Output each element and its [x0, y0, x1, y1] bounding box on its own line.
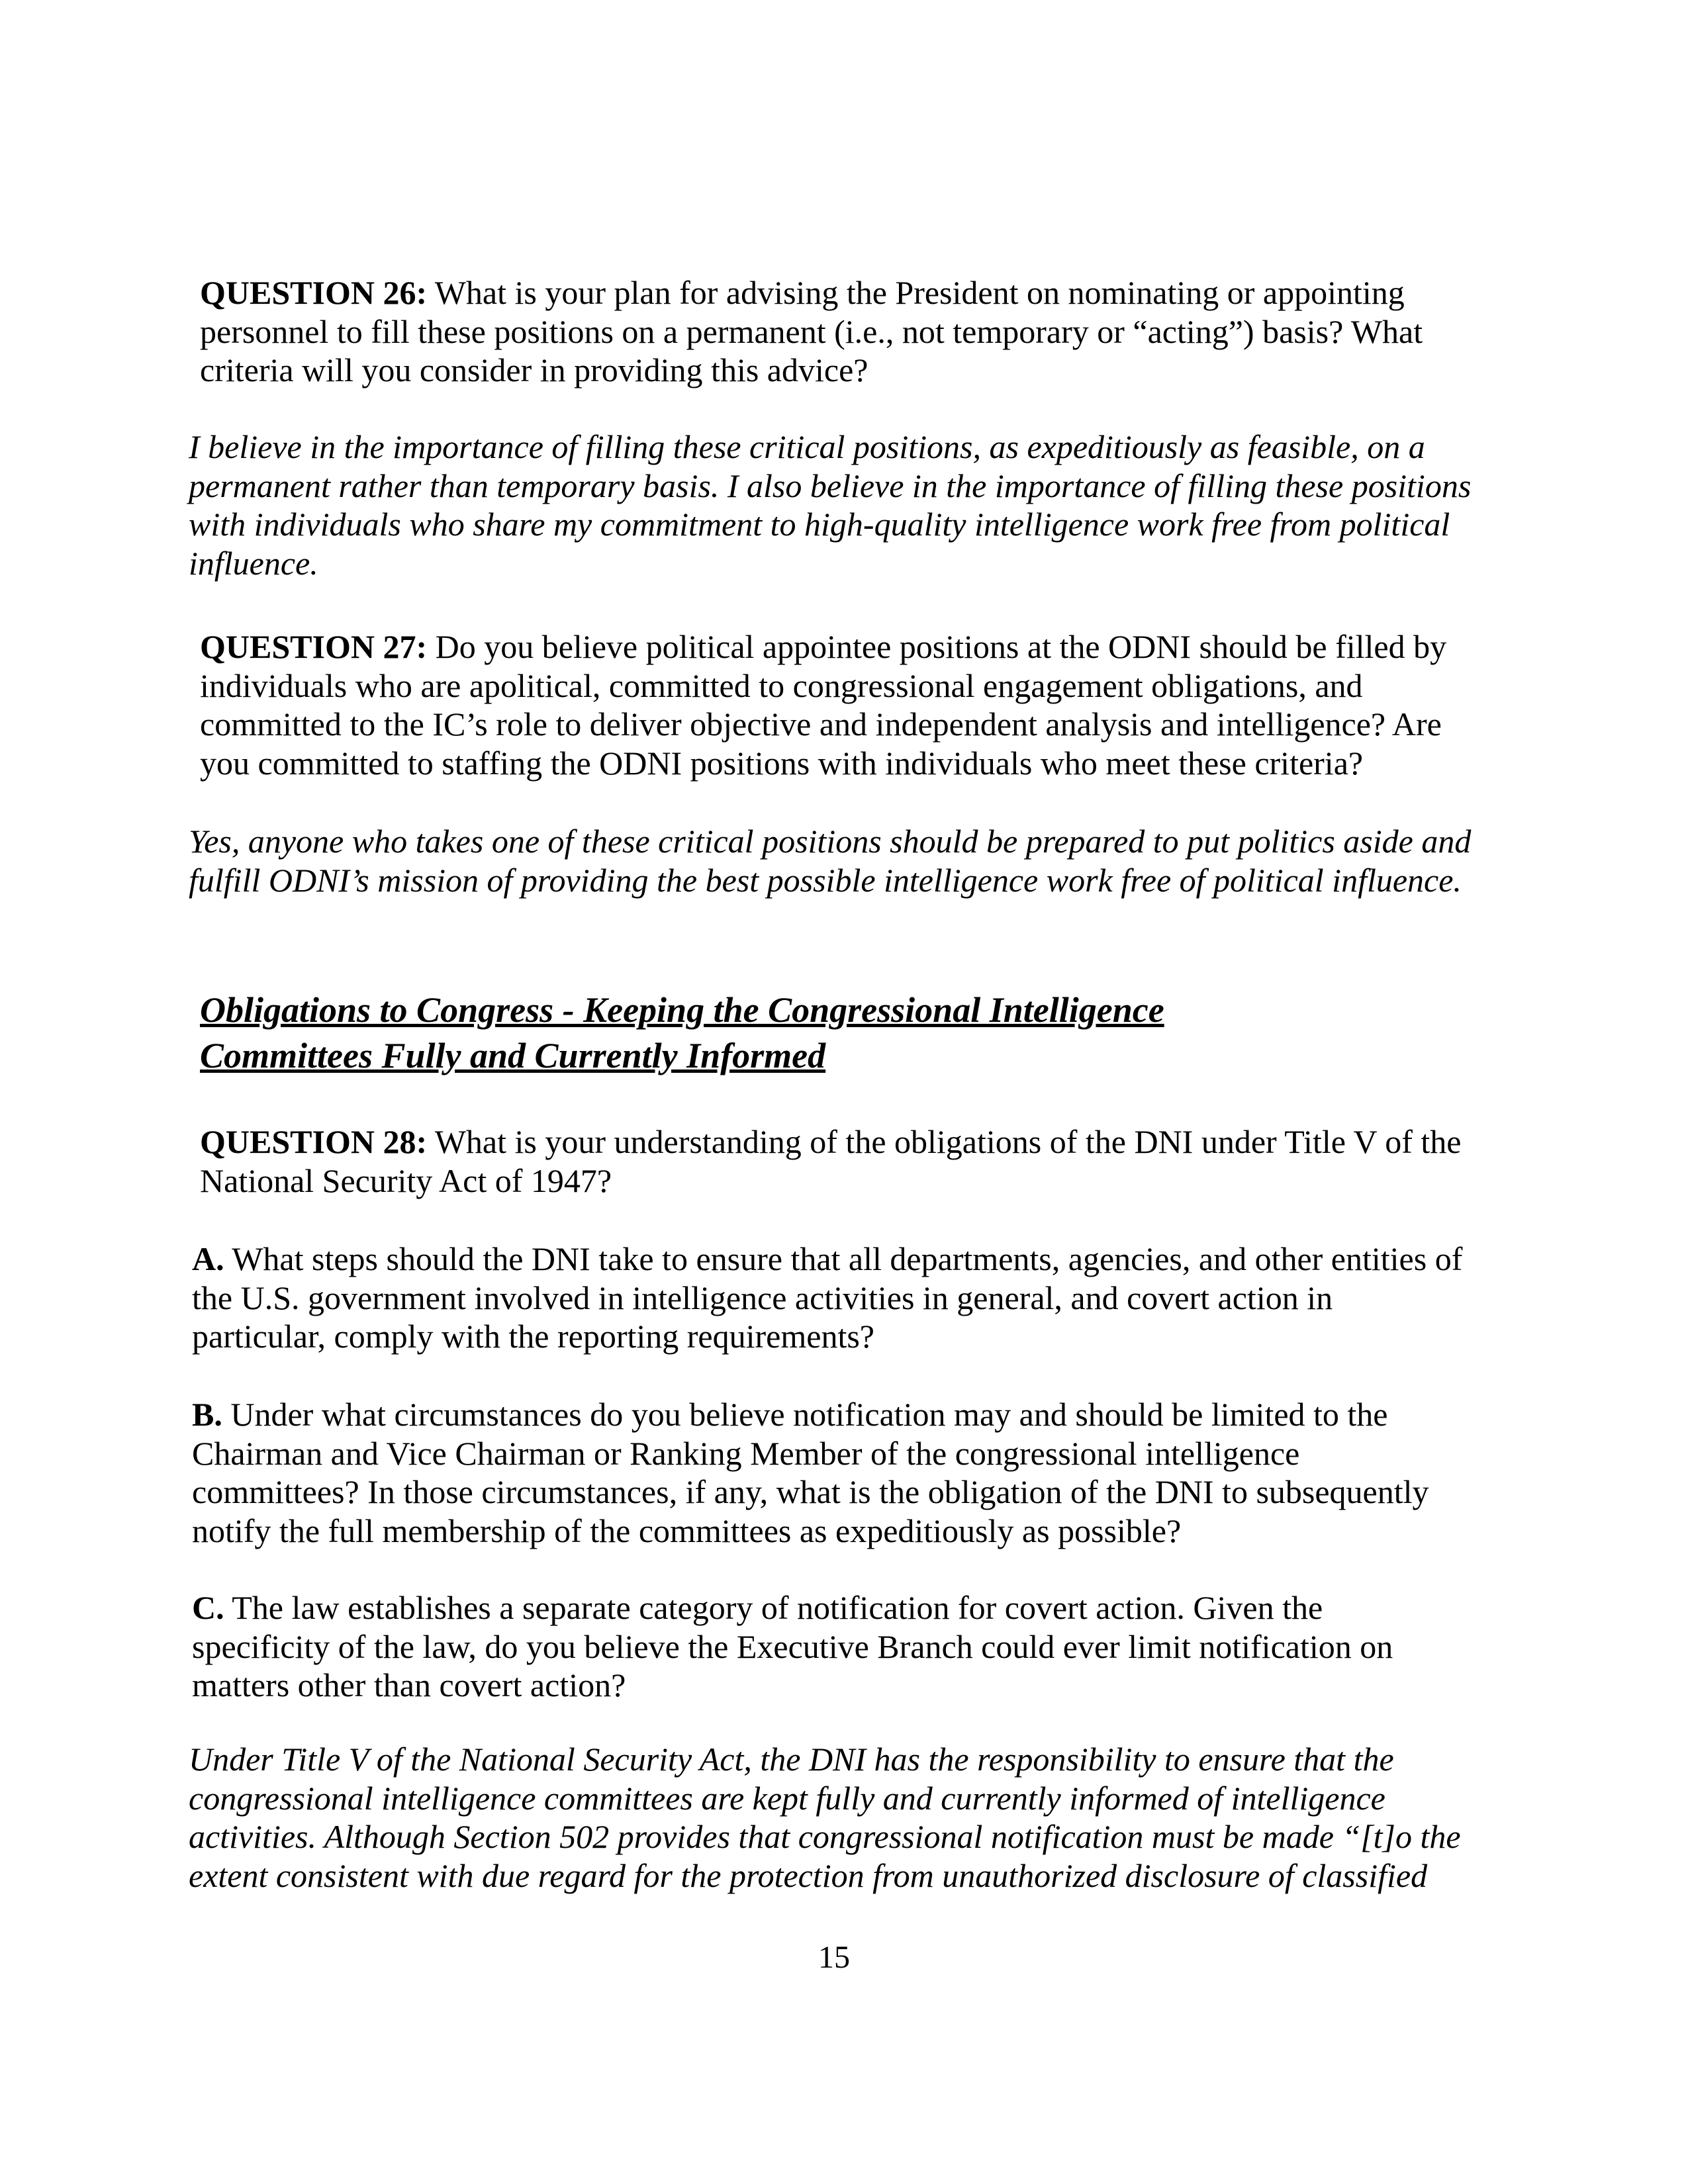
text-line: committees? In those circumstances, if any, what is the obligation of the DNI to subsequently [192, 1473, 1429, 1510]
question-label: QUESTION 26: [200, 274, 428, 311]
text-line: I believe in the importance of filling these critical positions, as expeditiously as feasible, on a [189, 428, 1425, 465]
text-line: Chairman and Vice Chairman or Ranking Member of the congressional intelligence [192, 1434, 1300, 1472]
text-line: notify the full membership of the committees as expeditiously as possible? [192, 1512, 1182, 1549]
text-line: Yes, anyone who takes one of these critical positions should be prepared to put politics aside and [189, 823, 1472, 860]
answer-27 [189, 822, 1471, 899]
answer-28 [189, 1740, 1461, 1895]
text-line: committed to the IC’s role to deliver objective and independent analysis and intelligence? Are [200, 705, 1442, 743]
question-28-part-a: A. What steps should the DNI take to ensure that all departments, agencies, and other entities of the U.S. government involved in intelligence activities in general, and covert action in particular, comply with the reporting requirements? [192, 1240, 1463, 1355]
text-line: with individuals who share my commitment to high-quality intelligence work free from political [189, 506, 1450, 543]
part-label: C. [192, 1589, 224, 1626]
question-28: QUESTION 28: What is your understanding of the obligations of the DNI under Title V of the National Security Act of 1947? [200, 1123, 1462, 1199]
text-line: Under Title V of the National Security Act, the DNI has the responsibility to ensure that the [189, 1741, 1394, 1778]
page-number: 15 [818, 1940, 850, 1975]
question-label: QUESTION 27: [200, 628, 428, 665]
question-27: QUESTION 27: Do you believe political appointee positions at the ODNI should be filled by individuals who are apolitical, committed to congressional engagement obligations, and committed to the IC’s role to deliver objective and independent analysis and intelligence? Are you committed to staffing the ODNI positions with individuals who meet these criteria? [200, 628, 1447, 782]
text-line: criteria will you consider in providing this advice? [200, 351, 868, 388]
text-line: individuals who are apolitical, committed to congressional engagement obligations, and [200, 666, 1363, 704]
heading-line: Committees Fully and Currently Informed [200, 1036, 826, 1075]
question-26: QUESTION 26: What is your plan for advising the President on nominating or appointing personnel to fill these positions on a permanent (i.e., not temporary or “acting”) basis? What criteria will you consider in providing this advice? [200, 274, 1423, 388]
text-line: you committed to staffing the ODNI positions with individuals who meet these criteria? [200, 744, 1364, 782]
text-line: influence. [189, 544, 318, 582]
question-28-part-b: B. Under what circumstances do you believe notification may and should be limited to the Chairman and Vice Chairman or Ranking Member of the congressional intelligence committees? In those circumstances, if any, what is the obligation of the DNI to subsequently notify the full membership of the committees as expeditiously as possible? [192, 1396, 1429, 1549]
answer-26 [189, 428, 1471, 582]
part-label: B. [192, 1396, 222, 1433]
section-heading [200, 987, 1164, 1079]
text-line: matters other than covert action? [192, 1666, 626, 1704]
text-line: congressional intelligence committees are kept fully and currently informed of intelligence [189, 1779, 1385, 1817]
text-line: extent consistent with due regard for the protection from unauthorized disclosure of classified [189, 1856, 1428, 1894]
text-line: personnel to fill these positions on a permanent (i.e., not temporary or “acting”) basis? What [200, 312, 1423, 350]
text-line: fulfill ODNI’s mission of providing the best possible intelligence work free of political influence. [189, 861, 1462, 899]
text-line: permanent rather than temporary basis. I also believe in the importance of filling these positions [189, 467, 1472, 504]
part-label: A. [192, 1240, 224, 1277]
text-line: the U.S. government involved in intelligence activities in general, and covert action in [192, 1279, 1333, 1316]
heading-line: Obligations to Congress - Keeping the Congressional Intelligence [200, 990, 1164, 1030]
question-28-part-c: C. The law establishes a separate category of notification for covert action. Given the specificity of the law, do you believe the Executive Branch could ever limit notification on matters other than covert action? [192, 1589, 1393, 1704]
question-label: QUESTION 28: [200, 1123, 428, 1160]
text-line: activities. Although Section 502 provides that congressional notification must be made “[t]o the [189, 1818, 1461, 1855]
text-line: particular, comply with the reporting requirements? [192, 1318, 874, 1355]
text-line: specificity of the law, do you believe the Executive Branch could ever limit notification on [192, 1627, 1393, 1665]
text-line: National Security Act of 1947? [200, 1161, 612, 1199]
